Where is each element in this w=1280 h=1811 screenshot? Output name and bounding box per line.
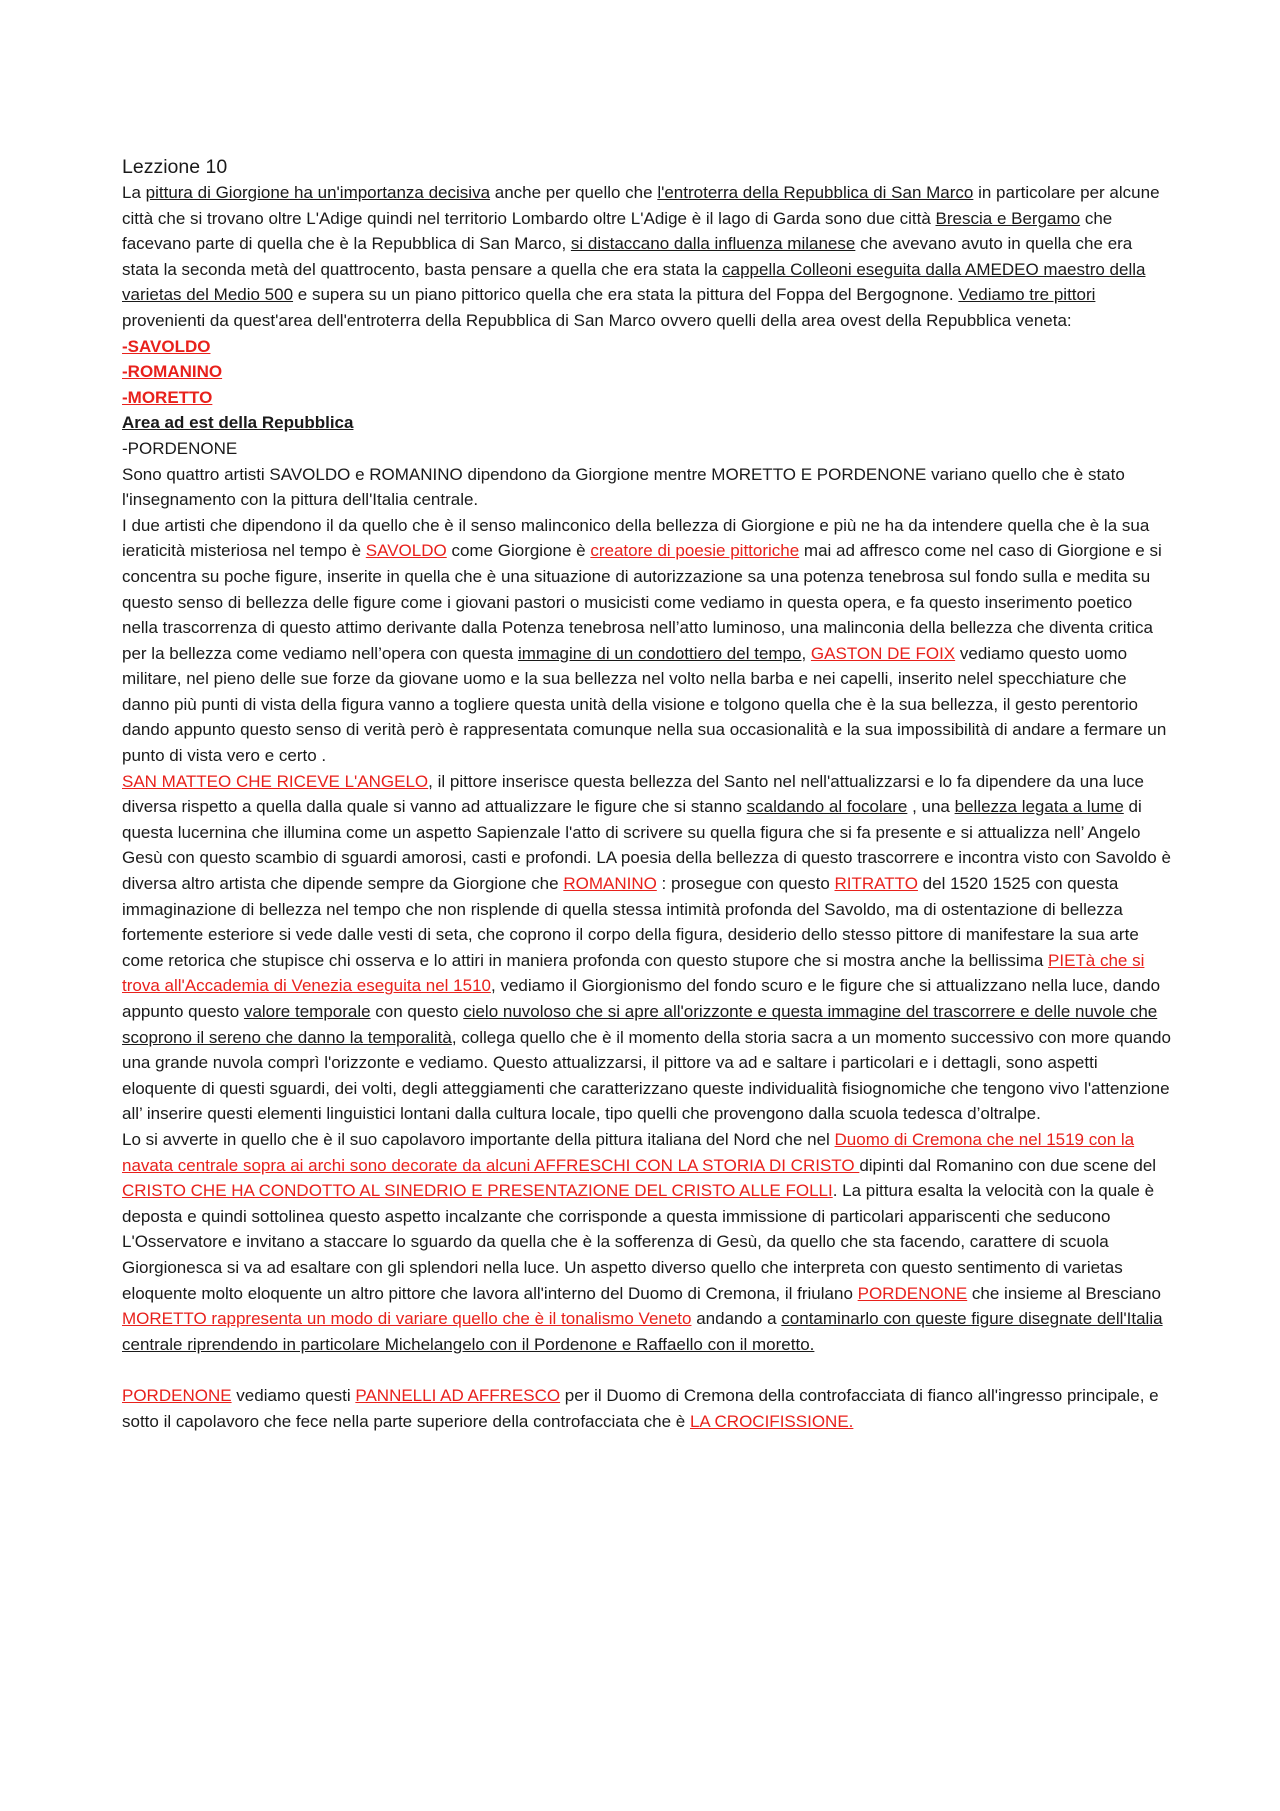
- highlighted-text: PORDENONE: [857, 1283, 968, 1303]
- lesson-title: Lezzione 10: [122, 156, 228, 178]
- text-run: -PORDENONE: [122, 438, 238, 458]
- highlighted-text: creatore di poesie pittoriche: [590, 541, 800, 561]
- text-run: dipinti dal Romanino con due scene del: [859, 1155, 1157, 1175]
- underlined-text: bellezza legata a lume: [954, 797, 1124, 817]
- text-run: con questo: [370, 1002, 464, 1021]
- underlined-text: Brescia e Bergamo: [935, 208, 1081, 228]
- paragraph: [122, 513, 1172, 769]
- text-run: , una: [907, 797, 955, 817]
- text-run: vediamo questi: [231, 1385, 356, 1405]
- highlighted-text: -MORETTO: [122, 387, 213, 407]
- text-run: che insieme al Bresciano: [967, 1283, 1161, 1303]
- underlined-text: Area ad est della Repubblica: [122, 413, 354, 433]
- underlined-text: contaminarlo con queste figure disegnate dell'Italia centrale riprendendo in particolare Michelangelo con il Pordenone e Raffaello con il moretto.: [122, 1309, 1163, 1354]
- text-run: , il pittore inserisce questa bellezza del Santo nel nell'attualizzarsi e lo fa dipendere da una luce diversa rispetto a quella dalla quale si vanno ad attualizzare le figure che si stanno: [122, 771, 1144, 817]
- paragraph: [122, 436, 1172, 462]
- underlined-text: immagine di un condottiero del tempo: [517, 643, 802, 663]
- underlined-text: scaldando al focolare: [746, 797, 908, 817]
- text-run: I due artisti che dipendono il da quello che è il senso malinconico della bellezza di Giorgione e più ne ha da intendere quella che è la sua ieraticità misteriosa nel tempo è: [122, 515, 1150, 561]
- text-run: vediamo questo uomo militare, nel pieno delle sue forze da giovane uomo e la sua bellezza nel volto nella barba e nei capelli, inserito nelel specchiature che danno più punti di vista della figura vanno a togliere questa unità della visione e tolgono quella che è la sua bellezza, il gesto perentorio dando appunto questo senso di verità però è rappresentata comunque nella sua occasionalità e la sua impossibilità di andare a fermare un punto di vista vero e certo .: [122, 643, 1167, 766]
- highlighted-text: RITRATTO: [834, 874, 918, 894]
- paragraph: [122, 1383, 1172, 1434]
- text-run: anche per quello che: [490, 183, 658, 202]
- paragraph: [122, 1127, 1172, 1357]
- text-run: Lo si avverte in quello che è il suo capolavoro importante della pittura italiana del Nord che nel: [122, 1129, 835, 1149]
- highlighted-text: -SAVOLDO: [122, 336, 211, 356]
- text-run: e supera su un piano pittorico quella che era stata la pittura del Foppa del Bergognone.: [293, 285, 959, 305]
- text-run: che avevano avuto in quella che era stata la seconda metà del quattrocento, basta pensare a quella che era stata la: [122, 234, 1133, 279]
- paragraph: [122, 334, 1172, 360]
- highlighted-text: SAVOLDO: [365, 541, 447, 561]
- underlined-text: pittura di Giorgione ha un'importanza decisiva: [145, 183, 491, 202]
- highlighted-text: -ROMANINO: [122, 362, 223, 382]
- highlighted-text: PORDENONE: [122, 1385, 232, 1405]
- highlighted-text: PIETà che si trova all'Accademia di Venezia eseguita nel 1510: [122, 950, 1145, 996]
- underlined-text: si distaccano dalla influenza milanese: [570, 234, 856, 254]
- highlighted-text: MORETTO rappresenta un modo di variare quello che è il tonalismo Veneto: [122, 1309, 692, 1329]
- document-body: [122, 154, 1172, 1434]
- highlighted-text: ROMANINO: [563, 874, 657, 894]
- text-run: di questa lucernina che illumina come un aspetto Sapienzale l'atto di scrivere su quella figura che si fa presente e si attualizza nell’ Angelo Gesù con questo scambio di sguardi amorosi, casti e profondi. LA poesia della bellezza di questo trascorrere e incontra visto con Savoldo è diversa altro artista che dipende sempre da Giorgione che: [122, 797, 1171, 894]
- paragraph: [122, 410, 1172, 436]
- text-run: del 1520 1525 con questa immaginazione di bellezza nel tempo che non risplende di quella stessa intimità profonda del Savoldo, ma di ostentazione di bellezza fortemente esteriore si vede dalle vesti di seta, che coprono il corpo della figura, desiderio dello stesso pittore di manifestare la sua arte come retorica che stupisce chi osserva e lo attiri in maniera profonda con questo stupore che si mostra anche la bellissima: [122, 874, 1139, 970]
- text-run: che facevano parte di quella che è la Repubblica di San Marco,: [122, 208, 1113, 254]
- highlighted-text: Duomo di Cremona che nel 1519 con la navata centrale sopra ai archi sono decorate da alcuni AFFRESCHI CON LA STORIA DI CRISTO: [122, 1129, 1135, 1175]
- text-run: per il Duomo di Cremona della controfacciata di fianco all'ingresso principale, e sotto il capolavoro che fece nella parte superiore della controfacciata che è: [122, 1385, 1159, 1431]
- paragraph: [122, 769, 1172, 1127]
- text-run: , vediamo il Giorgionismo del fondo scuro e le figure che si attualizzano nella luce, dando appunto questo: [122, 976, 1161, 1021]
- paragraphs: [122, 180, 1172, 1434]
- text-run: Sono quattro artisti SAVOLDO e ROMANINO dipendono da Giorgione mentre MORETTO E PORDENONE variano quello che è stato l'insegnamento con la pittura dell'Italia centrale.: [122, 464, 1125, 510]
- text-run: , collega quello che è il momento della storia sacra a un momento successivo con more quando una grande nuvola comprì l'orizzonte e vediamo. Questo attualizzarsi, il pittore va ad e saltare i particolari e i dettagli, sono aspetti eloquente di questi sguardi, dei volti, degli atteggiamenti che caratterizzano queste individualità fisiognomiche che tengono vivo l'attenzione all’ inserire questi elementi linguistici lontani dalla cultura locale, tipo quelli che provengono dalla scuola tedesca d’oltralpe.: [122, 1027, 1171, 1124]
- underlined-text: cielo nuvoloso che si apre all'orizzonte e questa immagine del trascorrere e delle nuvole che scoprono il sereno che danno la temporalità: [122, 1002, 1158, 1047]
- paragraph: [122, 385, 1172, 411]
- text-run: provenienti da quest'area dell'entroterra della Repubblica di San Marco ovvero quelli della area ovest della Repubblica veneta:: [122, 310, 1072, 330]
- paragraph: [122, 462, 1172, 513]
- highlighted-text: GASTON DE FOIX: [810, 643, 956, 663]
- highlighted-text: PANNELLI AD AFFRESCO: [355, 1385, 561, 1405]
- underlined-text: valore temporale: [243, 1002, 371, 1021]
- highlighted-text: CRISTO CHE HA CONDOTTO AL SINEDRIO E PRESENTAZIONE DEL CRISTO ALLE FOLLI: [122, 1181, 833, 1201]
- paragraph: [122, 359, 1172, 385]
- text-run: in particolare per alcune città che si trovano oltre L'Adige quindi nel territorio Lombardo oltre L'Adige è il lago di Garda sono due città: [122, 183, 1160, 228]
- text-run: ,: [801, 643, 811, 663]
- underlined-text: cappella Colleoni eseguita dalla AMEDEO maestro della varietas del Medio 500: [122, 259, 1146, 305]
- text-run: come Giorgione è: [446, 541, 591, 561]
- paragraph: [122, 180, 1172, 334]
- text-run: . La pittura esalta la velocità con la quale è deposta e quindi sottolinea questo aspetto incalzante che corrisponde a questa immissione di particolari appariscenti che seducono L'Osservatore e invitano a staccare lo sguardo da quella che è la sofferenza di Gesù, da quello che sta facendo, carattere di scuola Giorgionesca si va ad esaltare con gli splendori nella luce. Un aspetto diverso quello che interpreta con questo sentimento di varietas eloquente molto eloquente un altro pittore che lavora all'interno del Duomo di Cremona, il friulano: [122, 1181, 1155, 1303]
- highlighted-text: SAN MATTEO CHE RICEVE L'ANGELO: [122, 771, 429, 791]
- text-run: : prosegue con questo: [656, 874, 835, 894]
- highlighted-text: LA CROCIFISSIONE.: [689, 1411, 854, 1431]
- underlined-text: Vediamo tre pittori: [958, 285, 1096, 305]
- underlined-text: l'entroterra della Repubblica di San Marco: [657, 183, 974, 202]
- text-run: mai ad affresco come nel caso di Giorgione e si concentra su poche figure, inserite in quella che è una situazione di autorizzazione sa una potenza tenebrosa sul fondo sulla e medita su questo senso di bellezza delle figure come i giovani pastori o musicisti come vediamo in questa opera, e fa questo inserimento poetico nella trascorrenza di questo attimo derivante dalla Potenza tenebrosa nell’atto luminoso, una malinconia della bellezza che diventa critica per la bellezza come vediamo nell’opera con questa: [122, 541, 1162, 663]
- text-run: La: [122, 183, 146, 202]
- text-run: andando a: [691, 1309, 782, 1329]
